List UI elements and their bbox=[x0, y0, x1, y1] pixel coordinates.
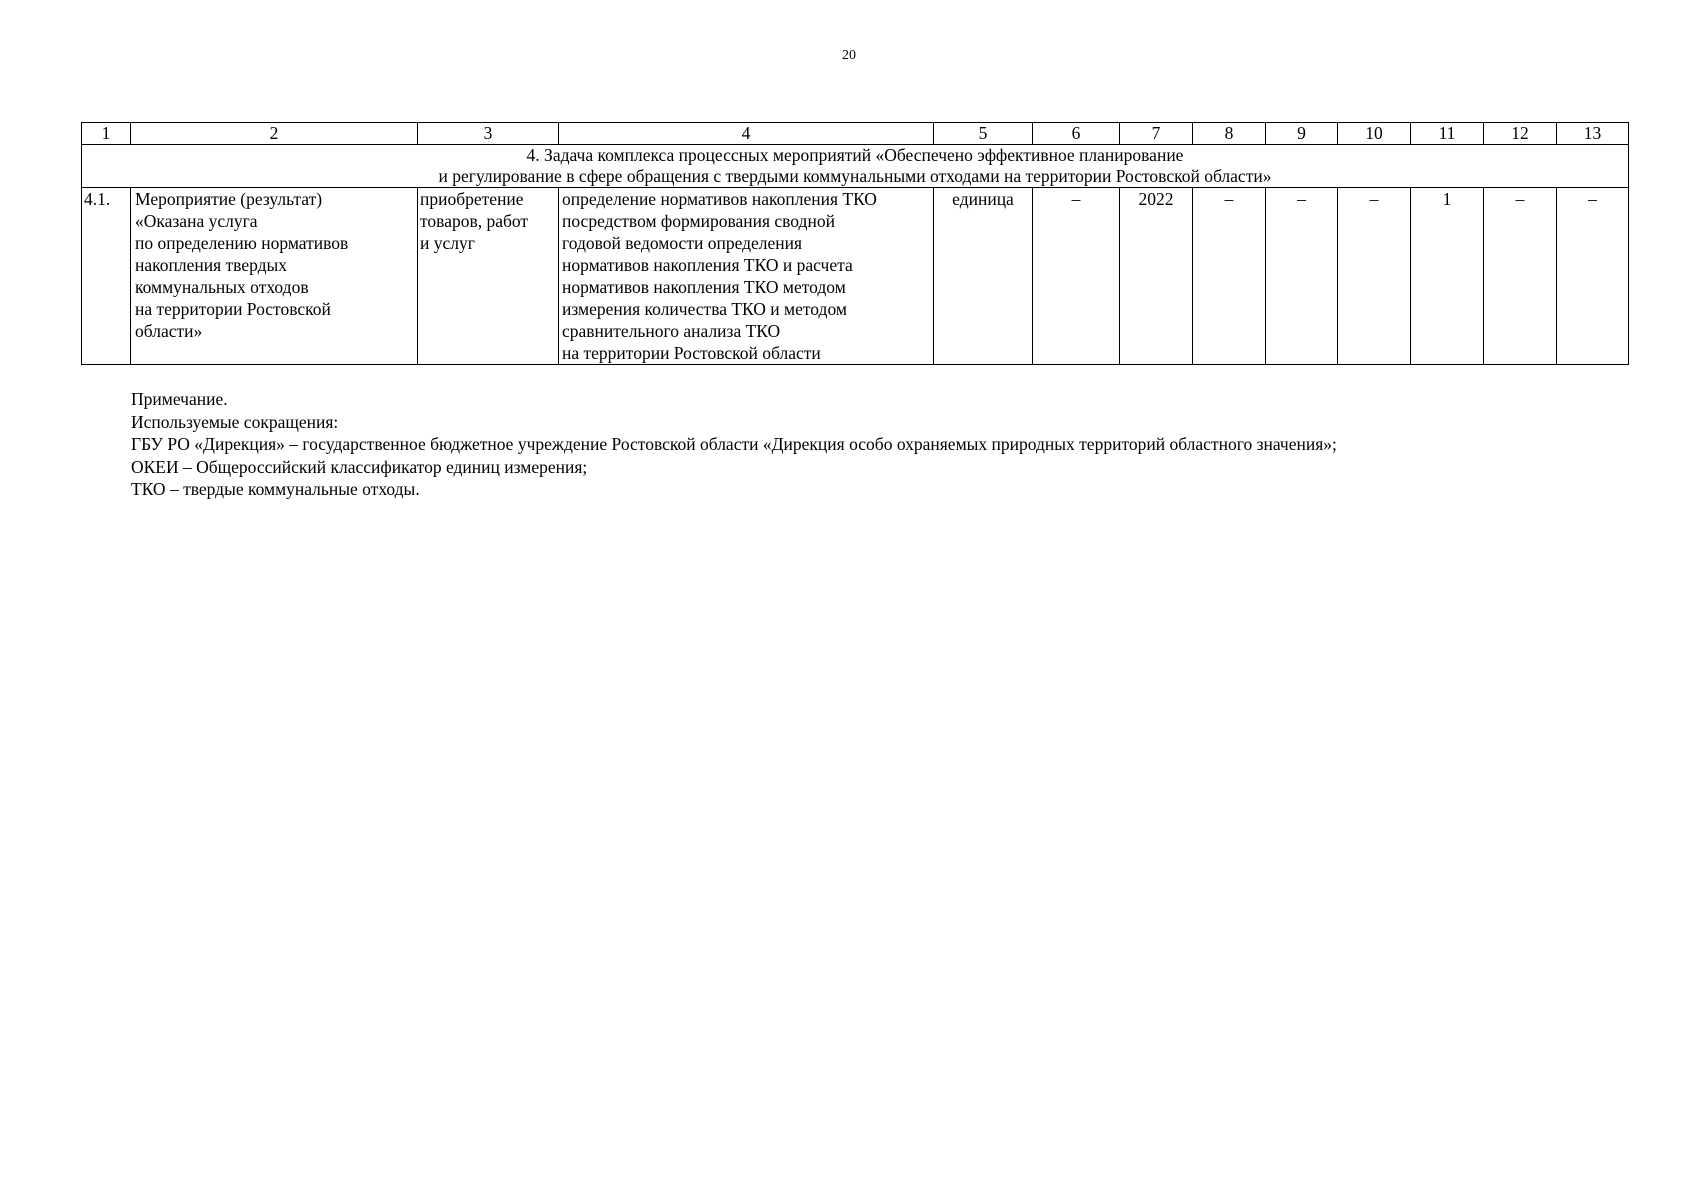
header-cell: 4 bbox=[559, 123, 934, 145]
note-item: ОКЕИ – Общероссийский классификатор единиц измерения; bbox=[131, 456, 588, 477]
header-cell: 11 bbox=[1411, 123, 1484, 145]
section-title-line: 4. Задача комплекса процессных мероприятий «Обеспечено эффективное планирование bbox=[526, 145, 1184, 165]
note-item: ТКО – твердые коммунальные отходы. bbox=[131, 479, 420, 499]
table-cell: – bbox=[1338, 188, 1411, 365]
header-cell: 1 bbox=[82, 123, 131, 145]
notes-title: Примечание. bbox=[131, 389, 228, 409]
row-number: 4.1. bbox=[82, 188, 131, 365]
measure-type: приобретение товаров, работ и услуг bbox=[418, 188, 559, 365]
header-cell: 2 bbox=[131, 123, 418, 145]
header-cell: 6 bbox=[1033, 123, 1120, 145]
section-title-line: и регулирование в сфере обращения с твердыми коммунальными отходами на территории Ростовской области» bbox=[438, 166, 1272, 186]
section-title bbox=[82, 145, 1629, 188]
header-cell: 12 bbox=[1484, 123, 1557, 145]
header-cell: 9 bbox=[1266, 123, 1338, 145]
value-cell: 1 bbox=[1411, 188, 1484, 365]
notes-subtitle: Используемые сокращения: bbox=[131, 411, 339, 432]
page-number: 20 bbox=[842, 48, 856, 63]
table-cell: – bbox=[1266, 188, 1338, 365]
measures-table bbox=[81, 122, 1629, 365]
table-cell: – bbox=[1484, 188, 1557, 365]
table-cell: – bbox=[1193, 188, 1266, 365]
header-cell: 10 bbox=[1338, 123, 1411, 145]
table-row bbox=[82, 188, 1629, 365]
unit-cell: единица bbox=[934, 188, 1033, 365]
header-cell: 3 bbox=[418, 123, 559, 145]
section-title-row bbox=[82, 145, 1629, 188]
table-cell: – bbox=[1557, 188, 1629, 365]
table-cell: – bbox=[1033, 188, 1120, 365]
header-cell: 7 bbox=[1120, 123, 1193, 145]
header-cell: 5 bbox=[934, 123, 1033, 145]
measure-name: Мероприятие (результат) «Оказана услуга по определению нормативов накопления твердых коммунальных отходов на территории Ростовской области» bbox=[131, 188, 418, 365]
note-item: ГБУ РО «Дирекция» – государственное бюджетное учреждение Ростовской области «Дирекция особо охраняемых природных территорий областного значения»; bbox=[131, 434, 1337, 454]
notes-block bbox=[131, 388, 1337, 501]
header-cell: 8 bbox=[1193, 123, 1266, 145]
table-header-row bbox=[82, 123, 1629, 145]
header-cell: 13 bbox=[1557, 123, 1629, 145]
measure-description: определение нормативов накопления ТКО посредством формирования сводной годовой ведомости определения нормативов накопления ТКО и расчета нормативов накопления ТКО методом измерения количества ТКО и методом сравнительного анализа ТКО на территории Ростовской области bbox=[559, 188, 934, 365]
year-cell: 2022 bbox=[1120, 188, 1193, 365]
